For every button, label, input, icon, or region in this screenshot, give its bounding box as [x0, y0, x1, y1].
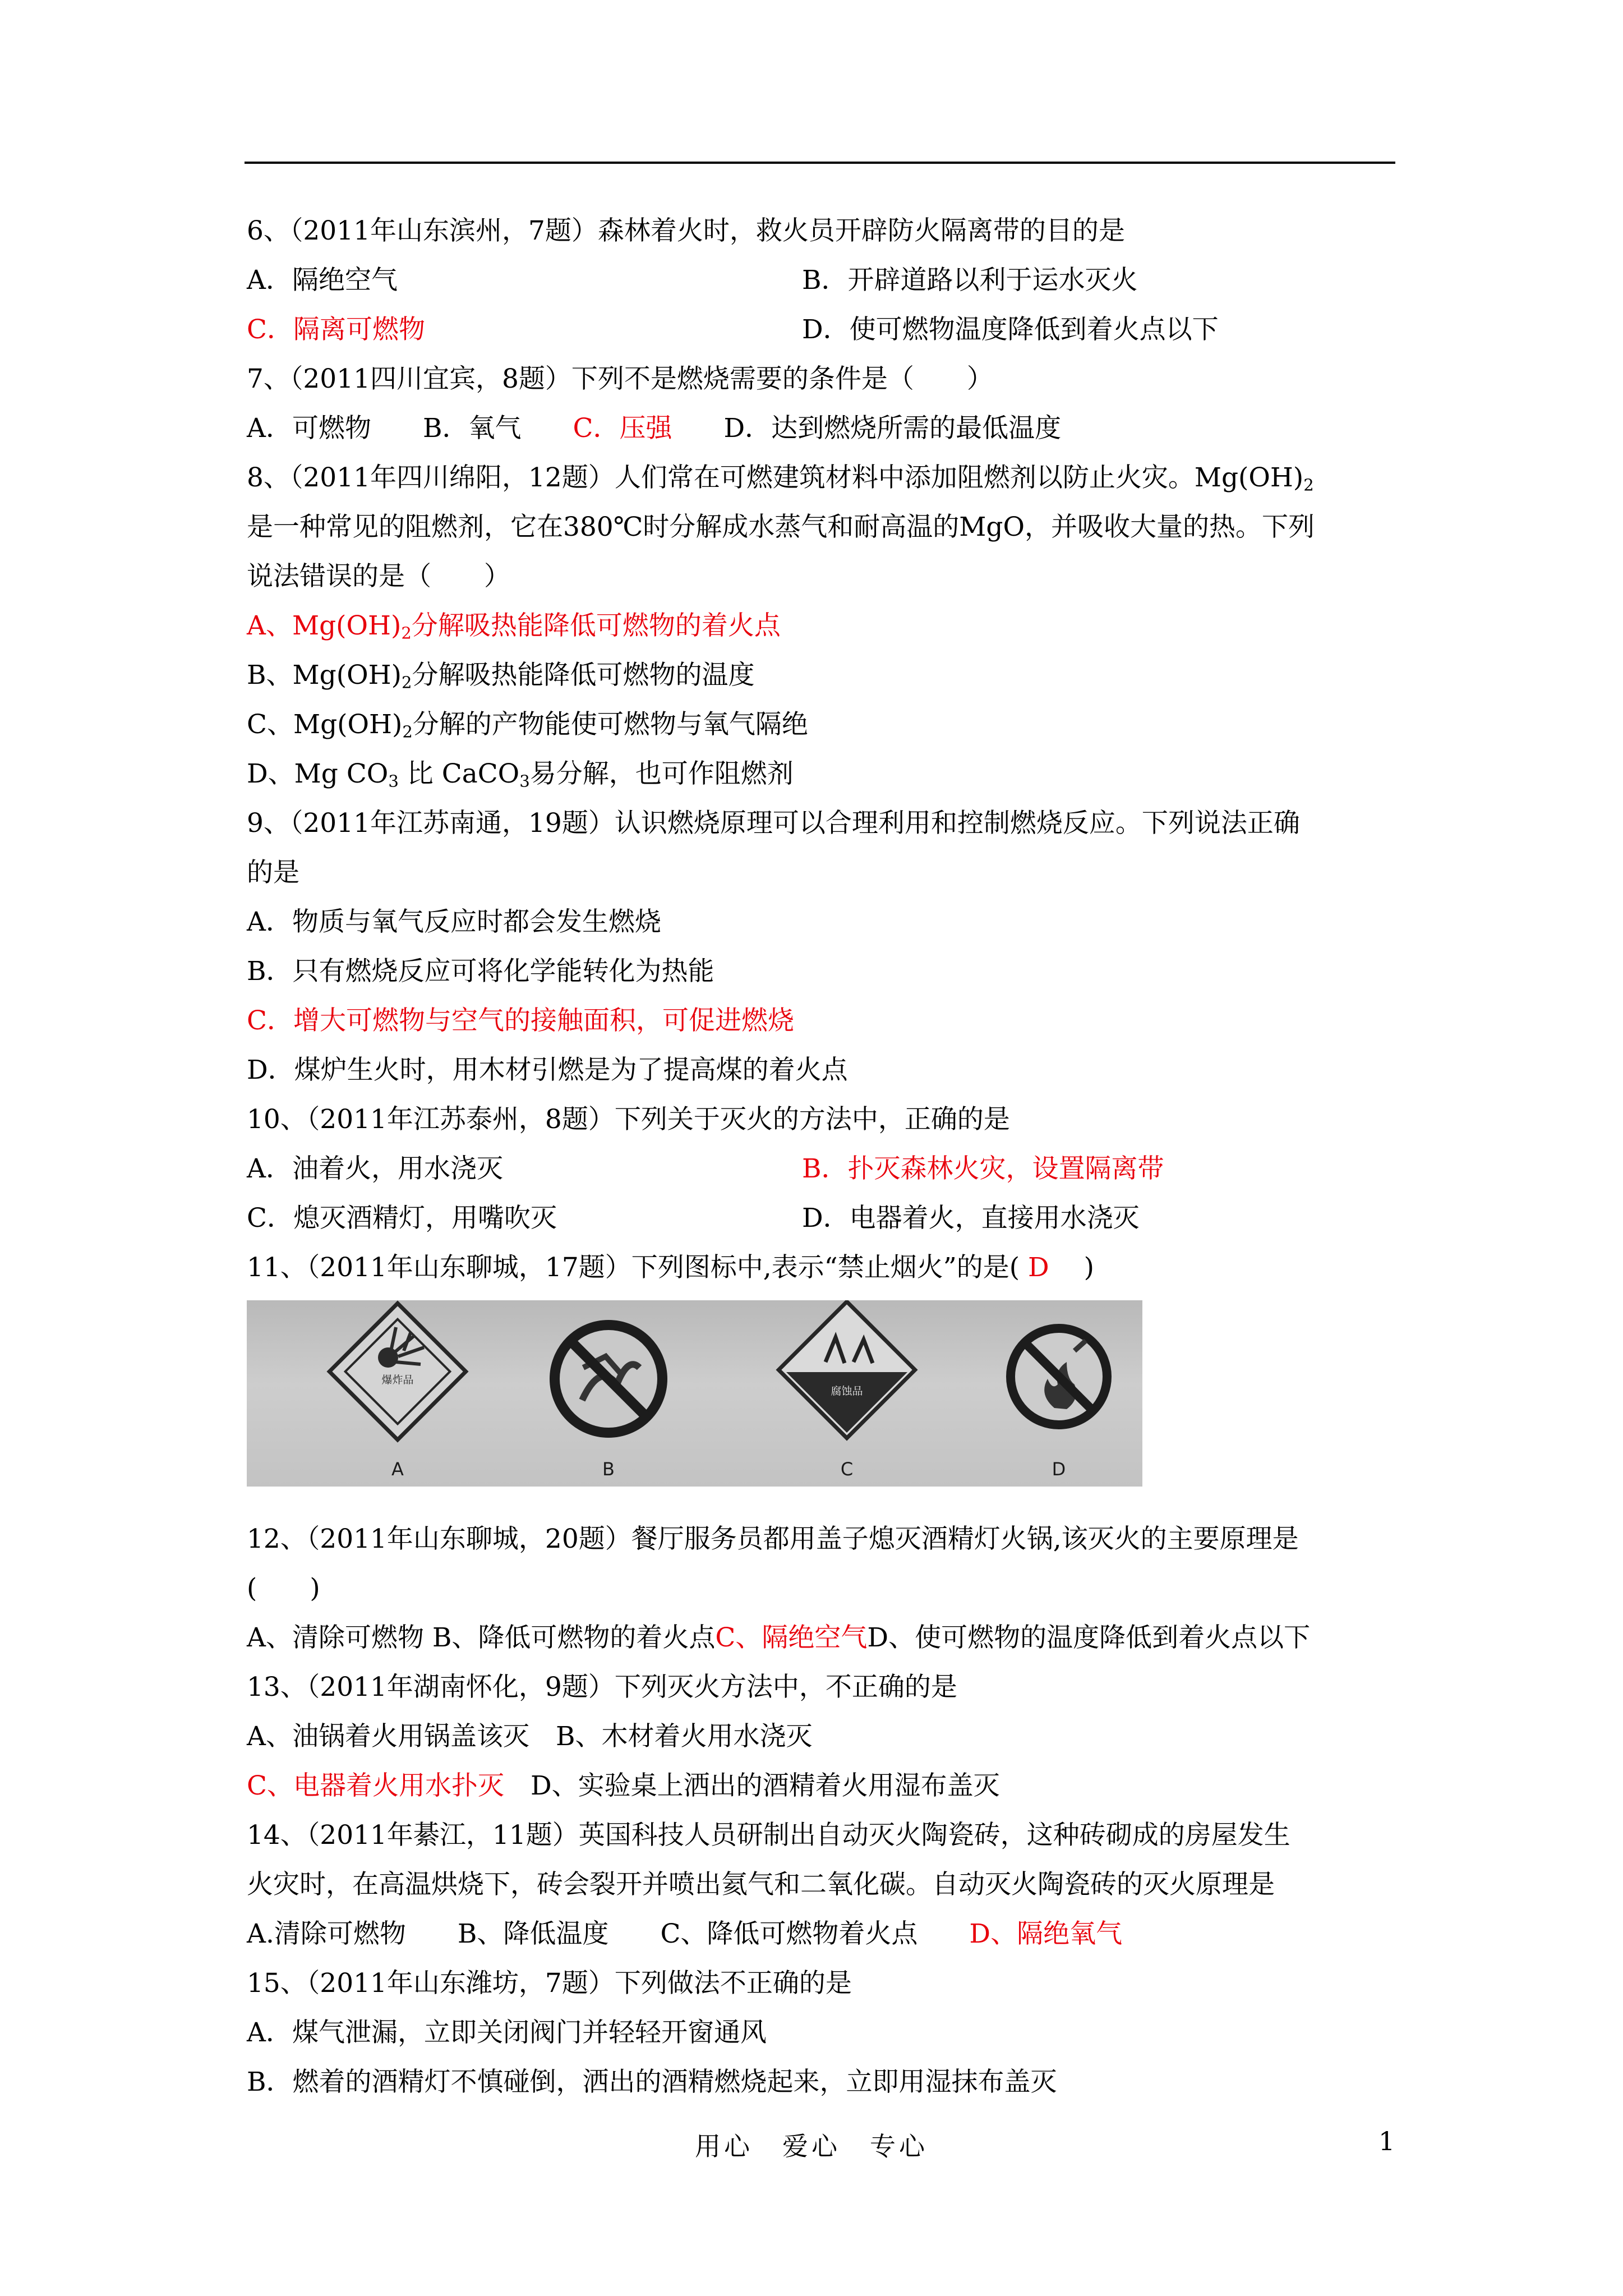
- q10-option-a: A．油着火，用水浇灭: [247, 1153, 503, 1184]
- q14-stem-line2: 火灾时，在高温烘烧下，砖会裂开并喷出氦气和二氧化碳。自动灭火陶瓷砖的灭火原理是: [247, 1869, 1275, 1900]
- q12-paren: ( ): [247, 1573, 320, 1604]
- q15-option-b: B．燃着的酒精灯不慎碰倒，洒出的酒精燃烧起来，立即用湿抹布盖灭: [247, 2067, 1057, 2097]
- q7-options: [247, 404, 1413, 453]
- q8-stem-line2: 是一种常见的阻燃剂，它在380℃时分解成水蒸气和耐高温的MgO，并吸收大量的热。下列: [247, 512, 1315, 542]
- q7-option-d: D．达到燃烧所需的最低温度: [723, 413, 1062, 444]
- q12-option-d: D、使可燃物的温度降低到着火点以下: [867, 1622, 1311, 1653]
- corrosive-sign-icon: [778, 1301, 915, 1438]
- q12-option-c-answer: C、隔绝空气: [715, 1622, 868, 1653]
- q11-label-c: C: [840, 1458, 854, 1480]
- q9-stem-line2: 的是: [247, 857, 299, 888]
- q7-option-b: B．氧气: [422, 413, 522, 444]
- q12-option-ab: A、清除可燃物 B、降低可燃物的着火点: [247, 1622, 716, 1653]
- q9-option-d: D．煤炉生火时，用木材引燃是为了提高煤的着火点: [247, 1055, 848, 1085]
- q13-stem: 13、（2011年湖南怀化，9题）下列灭火方法中，不正确的是: [247, 1672, 957, 1703]
- q11-sign-figure: [247, 1300, 1142, 1487]
- q10-option-b-answer: B．扑灭森林火灾，设置隔离带: [802, 1153, 1164, 1184]
- q8-option-b: B、$Mg(OH)_2$分解吸热能降低可燃物的温度: [247, 660, 755, 692]
- q8-stem-line1: 8、（2011年四川绵阳，12题）人们常在可燃建筑材料中添加阻燃剂以防止火灾。$Mg(OH)_2$: [247, 462, 1314, 495]
- q6-options-ab: [247, 256, 1413, 305]
- q9-option-a: A．物质与氧气反应时都会发生燃烧: [247, 907, 661, 937]
- page-number: 1: [1378, 2126, 1395, 2156]
- question-list: [247, 206, 1413, 2107]
- q6-option-d: D．使可燃物温度降低到着火点以下: [802, 314, 1219, 345]
- q6-option-c-answer: C．隔离可燃物: [247, 314, 425, 345]
- q10-option-c: C．熄灭酒精灯，用嘴吹灭: [247, 1203, 557, 1234]
- q13-option-d: D、实验桌上洒出的酒精着火用湿布盖灭: [504, 1770, 1000, 1801]
- header-rule: [245, 162, 1395, 164]
- q13-option-c-answer: C、电器着火用水扑灭: [247, 1770, 504, 1801]
- q14-option-b: B、降低温度: [457, 1918, 609, 1949]
- q11-label-b: B: [602, 1458, 615, 1480]
- q8-option-c: C、$Mg(OH)_2$分解的产物能使可燃物与氧气隔绝: [247, 709, 808, 742]
- q10-stem: 10、（2011年江苏泰州，8题）下列关于灭火的方法中，正确的是: [247, 1104, 1010, 1135]
- q14-options: [247, 1910, 1413, 1959]
- svg-text:爆炸品: 爆炸品: [381, 1374, 414, 1386]
- q10-options-ab: [247, 1144, 1413, 1194]
- q6-option-a: A．隔绝空气: [247, 265, 398, 296]
- prohibition-sign-icon: [555, 1325, 662, 1433]
- q11-label-d: D: [1052, 1458, 1066, 1480]
- q14-option-a: A.清除可燃物: [247, 1918, 406, 1949]
- q8-option-d: D、Mg $CO_3$ 比 CaCO$_3$易分解，也可作阻燃剂: [247, 758, 794, 791]
- footer-motto: 用心 爱心 专心: [695, 2131, 928, 2161]
- q8-stem-line3: 说法错误的是（ ）: [247, 561, 510, 592]
- q15-option-a: A．煤气泄漏，立即关闭阀门并轻轻开窗通风: [247, 2017, 767, 2048]
- q14-option-c: C、降低可燃物着火点: [660, 1918, 918, 1949]
- q7-option-a: A．可燃物: [247, 413, 371, 444]
- no-fire-sign-icon: [1011, 1328, 1107, 1425]
- q11-answer: D: [1020, 1252, 1058, 1283]
- explosive-sign-icon: [329, 1303, 465, 1439]
- q10-options-cd: [247, 1194, 1413, 1243]
- q11-label-a: A: [391, 1458, 404, 1480]
- q9-option-c-answer: C．增大可燃物与空气的接触面积，可促进燃烧: [247, 1005, 794, 1036]
- q6-options-cd: [247, 305, 1413, 355]
- q6-option-b: B．开辟道路以利于运水灭火: [802, 265, 1138, 296]
- q10-option-d: D．电器着火，直接用水浇灭: [802, 1203, 1140, 1234]
- q9-stem-line1: 9、（2011年江苏南通，19题）认识燃烧原理可以合理利用和控制燃烧反应。下列说法正确: [247, 808, 1300, 839]
- q11-stem: 11、（2011年山东聊城，17题）下列图标中,表示“禁止烟火”的是( D ): [247, 1252, 1094, 1283]
- q7-option-c-answer: C．压强: [573, 413, 672, 444]
- q13-options-cd: [247, 1761, 1413, 1811]
- q6-stem: 6、（2011年山东滨州，7题）森林着火时，救火员开辟防火隔离带的目的是: [247, 215, 1125, 246]
- svg-text:腐蚀品: 腐蚀品: [831, 1385, 863, 1397]
- q12-stem: 12、（2011年山东聊城，20题）餐厅服务员都用盖子熄灭酒精灯火锅,该灭火的主要原理是: [247, 1524, 1299, 1554]
- q14-option-d-answer: D、隔绝氧气: [969, 1918, 1123, 1949]
- q9-option-b: B．只有燃烧反应可将化学能转化为热能: [247, 956, 714, 987]
- q14-stem-line1: 14、（2011年綦江，11题）英国科技人员研制出自动灭火陶瓷砖，这种砖砌成的房屋发生: [247, 1820, 1290, 1851]
- q12-options: [247, 1613, 1413, 1663]
- q8-option-a-answer: A、$Mg(OH)_2$分解吸热能降低可燃物的着火点: [247, 610, 781, 643]
- q13-options-ab: A、油锅着火用锅盖该灭 B、木材着火用水浇灭: [247, 1721, 813, 1752]
- q7-stem: 7、（2011四川宜宾，8题）下列不是燃烧需要的条件是（ ）: [247, 364, 993, 394]
- q15-stem: 15、（2011年山东潍坊，7题）下列做法不正确的是: [247, 1968, 852, 1999]
